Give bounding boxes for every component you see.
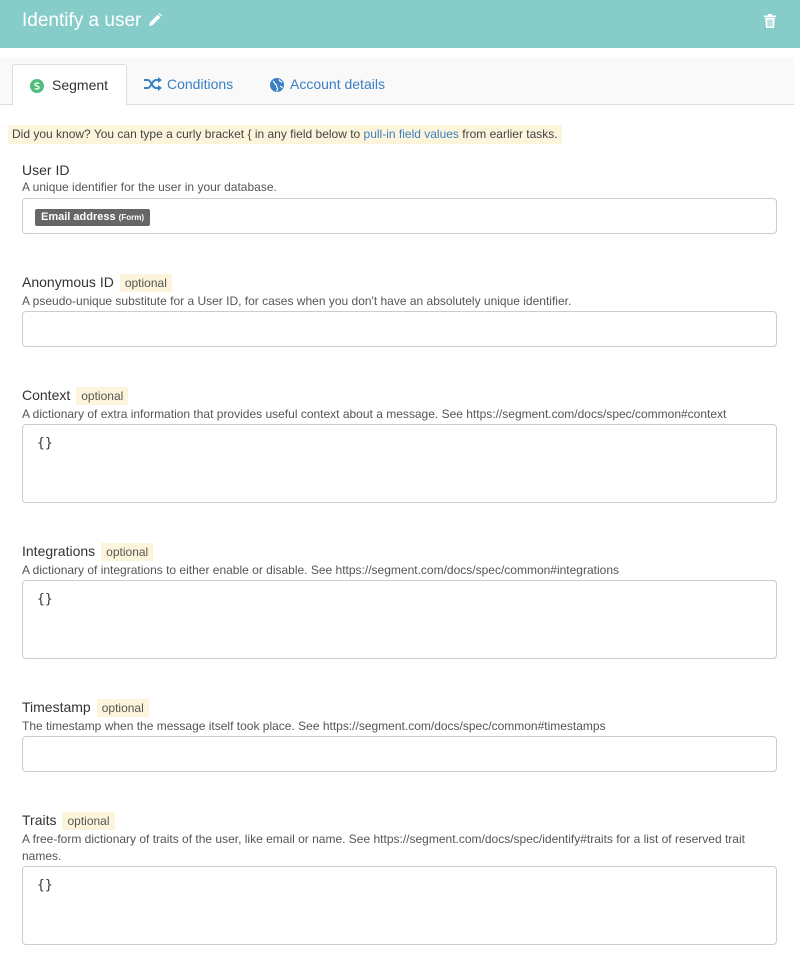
field-label xyxy=(22,162,778,178)
field-label xyxy=(22,699,778,717)
field-anonymous-id xyxy=(22,274,778,310)
timestamp-label: Timestamp xyxy=(22,699,91,715)
anonymous-id-input[interactable] xyxy=(22,311,777,347)
token-source: (Form) xyxy=(118,213,144,222)
user-id-input[interactable] xyxy=(22,198,777,234)
pull-in-field-values-link[interactable]: pull-in field values xyxy=(363,127,459,141)
optional-badge: optional xyxy=(76,387,128,405)
field-label xyxy=(22,274,778,292)
tab-label: Conditions xyxy=(167,76,234,92)
tab-segment[interactable] xyxy=(12,64,127,106)
field-label xyxy=(22,387,778,405)
field-context xyxy=(22,387,778,451)
field-integrations xyxy=(22,543,778,607)
globe-icon xyxy=(270,78,284,92)
tip-text-before: Did you know? You can type a curly bracket { in any field below to xyxy=(12,127,364,141)
timestamp-input[interactable] xyxy=(22,736,777,772)
traits-textarea[interactable] xyxy=(22,866,777,945)
field-timestamp xyxy=(22,699,778,735)
task-header xyxy=(0,0,800,48)
field-user-id xyxy=(22,162,778,223)
tab-label: Account details xyxy=(290,76,385,92)
user-id-label: User ID xyxy=(22,162,70,178)
tab-account-details[interactable] xyxy=(270,64,400,105)
tab-label: Segment xyxy=(52,77,109,93)
field-token[interactable] xyxy=(35,209,150,226)
task-title[interactable]: Identify a user xyxy=(22,10,142,31)
segment-logo-icon xyxy=(30,79,44,93)
context-label: Context xyxy=(22,387,71,403)
field-help: The timestamp when the message itself took place. See https://segment.com/docs/spec/common#timestamps xyxy=(22,719,606,734)
traits-label: Traits xyxy=(22,812,57,828)
curly-bracket-tip xyxy=(8,125,562,144)
field-help: A unique identifier for the user in your database. xyxy=(22,180,277,194)
optional-badge: optional xyxy=(97,699,149,717)
shuffle-icon xyxy=(144,77,162,91)
field-label xyxy=(22,543,778,561)
anonymous-id-label: Anonymous ID xyxy=(22,274,114,290)
context-textarea[interactable] xyxy=(22,424,777,503)
optional-badge: optional xyxy=(101,543,153,561)
optional-badge: optional xyxy=(120,274,172,292)
tip-text-after: from earlier tasks. xyxy=(458,127,558,141)
textarea-value: {} xyxy=(37,878,53,893)
textarea-value: {} xyxy=(37,436,53,451)
trash-icon[interactable] xyxy=(764,14,776,28)
integrations-textarea[interactable] xyxy=(22,580,777,659)
field-help: A dictionary of integrations to either enable or disable. See https://segment.com/docs/spec/common#integrations xyxy=(22,563,619,578)
tab-conditions[interactable] xyxy=(144,64,244,105)
token-label: Email address xyxy=(41,211,116,223)
tab-bar xyxy=(0,58,794,105)
pencil-icon[interactable] xyxy=(148,13,162,27)
integrations-label: Integrations xyxy=(22,543,96,559)
field-help: A dictionary of extra information that provides useful context about a message. See https://segment.com/docs/spec/common#context xyxy=(22,407,727,422)
textarea-value: {} xyxy=(37,592,53,607)
field-help: A pseudo-unique substitute for a User ID, for cases when you don't have an absolutely unique identifier. xyxy=(22,294,572,309)
field-help: A free-form dictionary of traits of the user, like email or name. See https://segment.com/docs/spec/identify#traits for a list of reserved trait names. xyxy=(22,832,745,864)
field-traits xyxy=(22,812,778,893)
optional-badge: optional xyxy=(62,812,114,830)
field-label xyxy=(22,812,778,830)
